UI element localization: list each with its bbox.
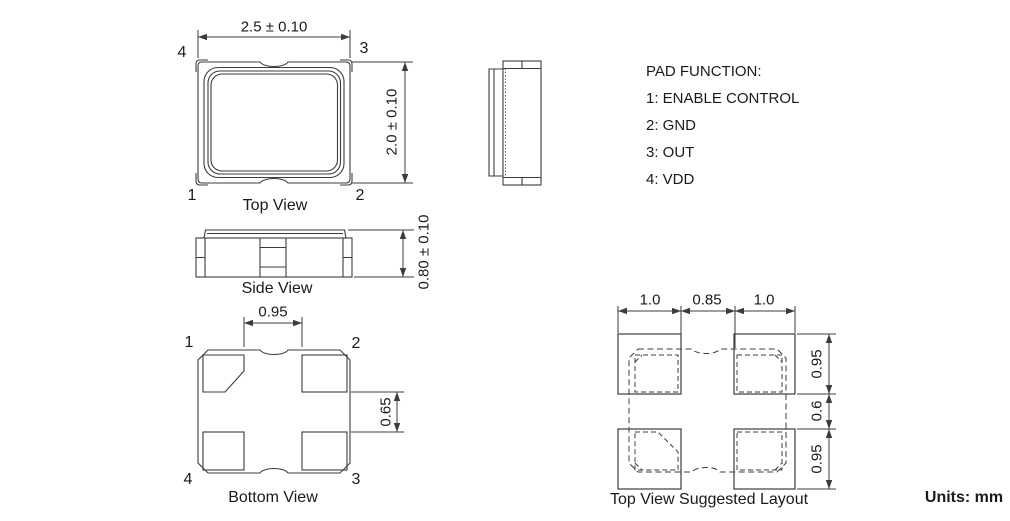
end-view-lid: [489, 69, 503, 176]
top-view-drawing: [196, 30, 413, 185]
top-view-pin4-label: 4: [177, 44, 187, 61]
top-view-width-dim-label: 2.5 ± 0.10: [240, 18, 308, 36]
bottom-view-pin2-label: 2: [351, 335, 361, 352]
pad-function-item-1: 1: ENABLE CONTROL: [646, 90, 800, 107]
side-view-title: Side View: [241, 280, 313, 297]
layout-pad-bottom-left: [618, 429, 681, 489]
suggested-layout-title: Top View Suggested Layout: [609, 491, 809, 508]
layout-dashed-pad-3: [737, 432, 782, 470]
layout-top-dimensions: [618, 306, 795, 348]
lid-seam-outer: [204, 68, 344, 178]
pad-function-item-3: 3: OUT: [646, 144, 695, 161]
bottom-view-horizontal-dimension: [244, 317, 302, 347]
side-view-left-terminal: [196, 238, 205, 277]
layout-dim-mid-gap-label: 0.6: [808, 400, 826, 422]
bottom-view-outline: [198, 350, 350, 473]
layout-dashed-pad-1: [635, 355, 678, 392]
units-label: Units: mm: [924, 489, 1004, 506]
top-view-pin1-label: 1: [187, 187, 197, 204]
layout-pad-top-left: [618, 334, 681, 394]
bottom-view-title: Bottom View: [228, 489, 318, 506]
layout-dashed-pad-4-chamfered: [635, 432, 678, 470]
bottom-view-pin3-label: 3: [351, 471, 361, 488]
bottom-view-pin4-label: 4: [183, 471, 193, 488]
top-view-pin2-label: 2: [355, 187, 365, 204]
bottom-view-gap-y-label: 0.65: [377, 397, 395, 427]
bottom-view-pin1-label: 1: [184, 334, 194, 351]
layout-dashed-pad-2: [737, 355, 782, 392]
end-view-cap-lines: [503, 69, 541, 178]
lid-seam-middle: [208, 71, 341, 174]
suggested-layout-drawing: [618, 306, 836, 489]
top-view-body-outline: [198, 62, 350, 183]
end-view-body: [503, 61, 541, 185]
pad-2-shape: [302, 355, 347, 392]
pad-function-item-4: 4: VDD: [646, 171, 695, 188]
side-view-center-block: [260, 238, 286, 277]
layout-dim-top-height-label: 0.95: [808, 349, 826, 379]
bottom-view-drawing: [198, 317, 404, 473]
pad-function-list: [646, 58, 799, 193]
layout-dim-gap-label: 0.85: [692, 291, 722, 309]
pad-4-shape: [203, 432, 244, 470]
side-view-body: [196, 238, 352, 277]
pad-3-shape: [302, 432, 347, 470]
layout-dim-bottom-height-label: 0.95: [808, 444, 826, 474]
top-view-height-dim-label: 2.0 ± 0.10: [383, 88, 401, 156]
pad-1-shape: [203, 355, 244, 392]
layout-package-pads-dashed: [635, 355, 782, 470]
pad-function-title: PAD FUNCTION:: [646, 63, 762, 80]
layout-dim-left-pad-label: 1.0: [639, 291, 661, 309]
layout-package-outline-dashed: [629, 349, 786, 472]
side-view-drawing: [196, 230, 414, 277]
layout-dim-right-pad-label: 1.0: [753, 291, 775, 309]
side-view-height-dim-label: 0.80 ± 0.10: [415, 214, 433, 290]
pad-function-item-2: 2: GND: [646, 117, 697, 134]
end-view-drawing: [489, 61, 541, 185]
top-view-pin3-label: 3: [359, 40, 369, 57]
layout-dashed-corner-marks: [635, 355, 782, 470]
lid-seam-inner: [211, 74, 338, 171]
side-view-height-dimension: [348, 230, 414, 277]
bottom-view-gap-x-label: 0.95: [258, 303, 288, 321]
side-view-right-terminal: [343, 238, 352, 277]
top-view-title: Top View: [242, 197, 308, 214]
top-view-height-dimension: [352, 62, 413, 183]
